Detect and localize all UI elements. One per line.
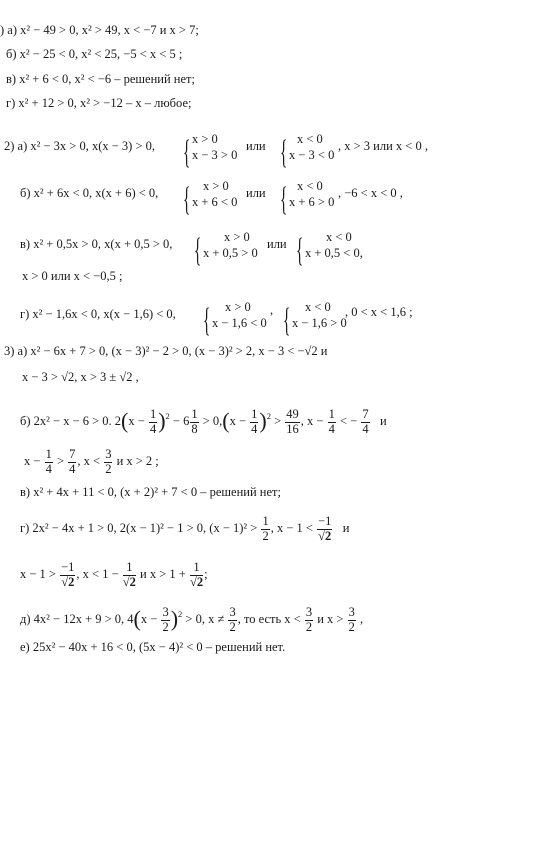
fraction: $\frac{1}{4}$: [45, 447, 52, 476]
comma: ,: [270, 303, 274, 317]
expr: , x − 1 <: [270, 521, 313, 536]
or-word: или: [246, 186, 266, 200]
expr: и x > 2 ;: [116, 454, 159, 469]
expr: ;: [204, 567, 208, 582]
sys-row: x < 0: [326, 230, 352, 244]
expr: и x >: [317, 612, 344, 627]
expr: и: [379, 414, 387, 429]
text-line-2a-end: , x > 3 или x < 0 ,: [338, 139, 428, 153]
sys-row: x + 6 < 0: [192, 195, 238, 209]
fraction: $\frac{1}{√2}$: [189, 560, 204, 589]
sys-row: x + 0,5 < 0,: [305, 246, 363, 260]
expr: б) 2x² − x − 6 > 0. 2: [20, 414, 122, 429]
text-line-1a: ) а) x² − 49 > 0, x² > 49, x < −7 и x > 7;: [0, 23, 199, 37]
text-line-2b-end: , −6 < x < 0 ,: [338, 186, 403, 200]
expr: ,: [359, 612, 364, 627]
text-line-2d-end: , 0 < x < 1,6 ;: [345, 305, 413, 319]
fraction: $\frac{3}{2}$: [305, 605, 313, 634]
text-line-3d: [20, 515, 349, 544]
or-word: или: [246, 139, 266, 153]
text-line-2b: б) x² + 6x < 0, x(x + 6) < 0,: [20, 186, 159, 200]
expr: и: [342, 521, 350, 536]
text-line-3a-cont: x − 3 > √2, x > 3 ± √2 ,: [22, 370, 139, 384]
fraction: $\frac{7}{4}$: [362, 407, 369, 436]
page: ) а) x² − 49 > 0, x² > 49, x < −7 и x > 7; б) x² − 25 < 0, x² < 25, −5 < x < 5 ; в) x² + 6 < 0, x² < −6 – решений нет; г) x² + 12 > 0, x² > −12 – x – любое; 2) а) x² − 3x > 0, x(x − 3) > 0, { x > 0 x − 3 > 0 или { x < 0 x − 3 < 0 , x > 3 или x < 0 , б) x² + 6x < 0, x(x + 6) < 0, { x > 0 x + 6 < 0 или { x < 0 x + 6 > 0 , −6 < x < 0 , в) x² + 0,5x > 0, x(x + 0,5 > 0, { x > 0 x + 0,5 > 0 или { x < 0 x + 0,5 < 0, x > 0 или x < −0,5 ; г) x² − 1,6x < 0, x(x − 1,6) < 0, { x > 0 x − 1,6 < 0 , { x < 0 x − 1,6 > 0 , 0 < x < 1,6 ; 3) а) x² − 6x + 7 > 0, (x − 3)² − 2 > 0, (x − 3)² > 2, x − 3 < −√2 и x − 3 > √2, x > 3 ± √2 , б) 2x² − x − 6 > 0. 2(x − $\frac{1}{4}$ )$^2$ − 6 $\frac{1}{8}$ > 0,(x − $\frac{1}{4}$ )$^2$ > $\frac{49}{16}$ , x − $\frac{1}{4}$ < − $\frac{7}{4}$ и x − $\frac{1}{4}$ > $\frac{7}{4}$ , x < $\frac{3}{2}$ и x > 2 ; в) x² + 4x + 11 < 0, (x + 2)² + 7 < 0 – решений нет; г) 2x² − 4x + 1 > 0, 2(x − 1)² − 1 > 0, (x − 1)² > $\frac{1}{2}$ , x − 1 < $\frac{-1}{√2}$ и x − 1 > $\frac{-1}{√2}$ , x < 1 − $\frac{1}{√2}$ и x > 1 + $\frac{1}{√2}$ ; д) 4x² − 12x + 9 > 0, 4(x − $\frac{3}{2}$ )$^2$ > 0, x ≠ $\frac{3}{2}$ , то есть x < $\frac{3}{2}$ и x > $\frac{3}{2}$ , е) 25x² − 40x + 16 < 0, (5x − 4)² < 0 – решений нет.: [0, 23, 428, 654]
fraction: $\frac{1}{√2}$: [122, 560, 136, 589]
expr: и x > 1 +: [140, 567, 186, 582]
text-line-3d-cont: [20, 561, 208, 590]
expr: , x < 1 −: [76, 567, 119, 582]
expr: , x −: [300, 414, 324, 429]
text-line-2c: в) x² + 0,5x > 0, x(x + 0,5 > 0,: [20, 237, 173, 251]
fraction: $\frac{3}{2}$: [229, 605, 236, 634]
expr: > 0, x ≠: [185, 612, 225, 627]
text-line-2a: 2) а) x² − 3x > 0, x(x − 3) > 0,: [4, 139, 156, 153]
sys-row: x < 0: [305, 300, 331, 314]
text-line-1b: б) x² − 25 < 0, x² < 25, −5 < x < 5 ;: [6, 47, 183, 61]
expr: − 6: [172, 414, 190, 429]
text-line-3f: е) 25x² − 40x + 16 < 0, (5x − 4)² < 0 – решений нет.: [20, 640, 286, 654]
sys-row: x > 0: [203, 179, 229, 193]
fraction: $\frac{-1}{√2}$: [318, 514, 332, 543]
fraction: $\frac{1}{2}$: [262, 514, 269, 543]
expr: д) 4x² − 12x + 9 > 0, 4: [20, 612, 134, 627]
text-line-2c-result: x > 0 или x < −0,5 ;: [22, 269, 123, 283]
text-line-3a: 3) а) x² − 6x + 7 > 0, (x − 3)² − 2 > 0, (x − 3)² > 2, x − 3 < −√2 и: [4, 344, 328, 358]
sys-row: x + 6 > 0: [289, 195, 335, 209]
expr: >: [56, 454, 64, 469]
expr: >: [274, 414, 282, 429]
fraction: $\frac{7}{4}$: [69, 447, 76, 476]
text-line-3e: д) 4x² − 12x + 9 > 0, 4(x − $\frac{3}{2}$ )$^2$ > 0, x ≠ $\frac{3}{2}$ , то есть x < $\frac{3}{2}$ и x > $\frac{3}{2}$ ,: [20, 605, 364, 634]
expr: < −: [339, 414, 358, 429]
fraction: $\frac{1}{8}$: [191, 407, 198, 436]
sys-row: x − 1,6 > 0: [292, 316, 347, 330]
sys-row: x − 1,6 < 0: [212, 316, 267, 330]
expr: г) 2x² − 4x + 1 > 0, 2(x − 1)² − 1 > 0, (x − 1)² >: [20, 521, 258, 536]
sys-row: x > 0: [225, 300, 251, 314]
text-line-3c: в) x² + 4x + 11 < 0, (x + 2)² + 7 < 0 – решений нет;: [20, 485, 281, 499]
fraction: $\frac{1}{4}$: [328, 407, 335, 436]
expr: , то есть x <: [237, 612, 301, 627]
sys-row: x + 0,5 > 0: [203, 246, 258, 260]
fraction: $\frac{3}{2}$: [105, 447, 112, 476]
sys-row: x > 0: [192, 132, 218, 146]
sys-row: x > 0: [224, 230, 250, 244]
sys-row: x < 0: [297, 132, 323, 146]
sys-row: x − 3 > 0: [192, 148, 238, 162]
text-line-3b-cont: [24, 448, 159, 477]
fraction: $\frac{-1}{√2}$: [61, 560, 75, 589]
expr: x −: [24, 454, 41, 469]
text-line-1d: г) x² + 12 > 0, x² > −12 – x – любое;: [6, 96, 192, 110]
fraction: $\frac{1}{4}$: [251, 407, 258, 436]
text-line-2d: г) x² − 1,6x < 0, x(x − 1,6) < 0,: [20, 307, 176, 321]
sys-row: x < 0: [297, 179, 323, 193]
fraction: $\frac{3}{2}$: [348, 605, 355, 634]
text-line-1c: в) x² + 6 < 0, x² < −6 – решений нет;: [6, 72, 195, 86]
expr: > 0,: [202, 414, 223, 429]
fraction: $\frac{1}{4}$: [149, 407, 157, 436]
fraction: $\frac{49}{16}$: [286, 407, 299, 436]
sys-row: x − 3 < 0: [289, 148, 335, 162]
expr: , x <: [77, 454, 101, 469]
expr: x − 1 >: [20, 567, 56, 582]
fraction: $\frac{3}{2}$: [162, 605, 169, 634]
or-word: или: [267, 237, 287, 251]
text-line-3b: б) 2x² − x − 6 > 0. 2(x − $\frac{1}{4}$ )$^2$ − 6 $\frac{1}{8}$ > 0,(x − $\frac{1}{4}$ )$^2$ > $\frac{49}{16}$ , x − $\frac{1}{4}$ < − $\frac{7}{4}$ и: [20, 407, 387, 436]
